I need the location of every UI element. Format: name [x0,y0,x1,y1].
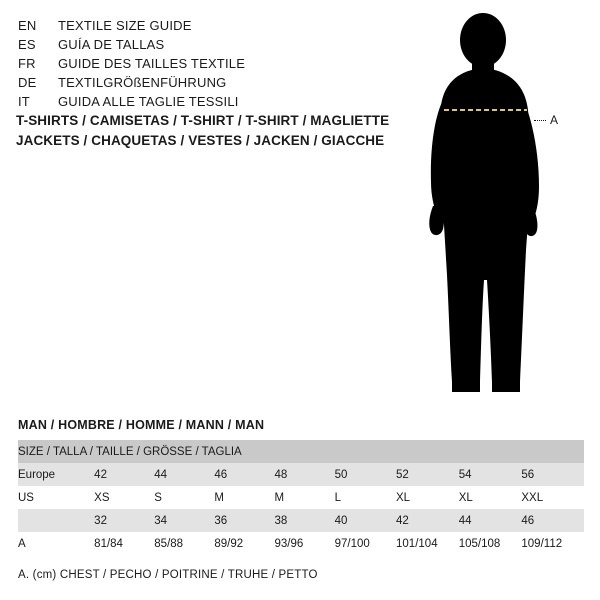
table-cell: 46 [521,514,535,527]
table-cell: 105/108 [458,537,501,550]
table-cell: 81/84 [94,537,123,550]
table-footnote: A. (cm) CHEST / PECHO / POITRINE / TRUHE / PETTO [18,569,318,581]
language-text: GUIDE DES TAILLES TEXTILE [58,56,246,71]
language-row [18,54,378,73]
language-row [18,35,378,54]
row-label: A [18,537,26,550]
male-silhouette-icon [400,10,600,410]
row-label: Europe [18,468,56,481]
language-code: FR [18,56,36,71]
table-cell: 85/88 [154,537,184,550]
language-text: GUÍA DE TALLAS [58,37,165,52]
chest-leader-line [534,120,546,121]
table-cell: XXL [521,491,544,504]
table-cell: XL [396,491,411,504]
table-cell: 97/100 [334,537,370,550]
table-cell: 38 [274,514,288,527]
table-cell: 48 [274,468,288,481]
table-cell: M [274,491,285,504]
table-cell: L [334,491,342,504]
table-cell: 42 [94,468,107,481]
size-table-block [18,418,584,581]
language-row [18,73,378,92]
table-title: MAN / HOMBRE / HOMME / MANN / MAN [18,418,265,432]
table-cell: 32 [94,514,107,527]
language-code: EN [18,18,37,33]
table-cell: S [154,491,162,504]
row-label: US [18,491,34,504]
chest-marker-label: A [550,113,559,127]
table-row [18,509,584,532]
table-cell: 89/92 [214,537,244,550]
table-cell: 34 [154,514,168,527]
category-headings [16,111,416,151]
table-cell: 44 [154,468,168,481]
table-cell: 54 [458,468,472,481]
table-cell: 46 [214,468,228,481]
language-row [18,16,378,35]
table-row [18,486,584,509]
language-code: DE [18,75,37,90]
table-cell: 109/112 [521,537,563,550]
language-row [18,92,378,111]
language-code: IT [18,94,30,109]
table-header-row [18,440,584,463]
language-text: TEXTILGRÖßENFÜHRUNG [58,75,227,90]
body-figure [400,10,600,410]
table-row [18,463,584,486]
table-cell: 56 [521,468,535,481]
table-cell: XL [458,491,473,504]
category-jackets: JACKETS / CHAQUETAS / VESTES / JACKEN / GIACCHE [16,133,385,148]
language-code: ES [18,37,36,52]
table-cell: 42 [396,514,409,527]
category-tshirts: T-SHIRTS / CAMISETAS / T-SHIRT / T-SHIRT / MAGLIETTE [16,113,390,128]
language-list [18,16,378,111]
table-cell: 50 [334,468,348,481]
table-header-label: SIZE / TALLA / TAILLE / GRÖSSE / TAGLIA [18,445,242,458]
table-cell: 36 [214,514,228,527]
table-cell: 93/96 [274,537,304,550]
table-cell: 40 [334,514,348,527]
language-text: TEXTILE SIZE GUIDE [58,18,192,33]
table-cell: 44 [458,514,472,527]
row-label [18,509,94,532]
language-text: GUIDA ALLE TAGLIE TESSILI [58,94,239,109]
table-cell: 101/104 [396,537,438,550]
size-table [18,440,584,555]
table-row [18,532,584,555]
table-cell: XS [94,491,110,504]
table-cell: M [214,491,224,504]
table-cell: 52 [396,468,409,481]
